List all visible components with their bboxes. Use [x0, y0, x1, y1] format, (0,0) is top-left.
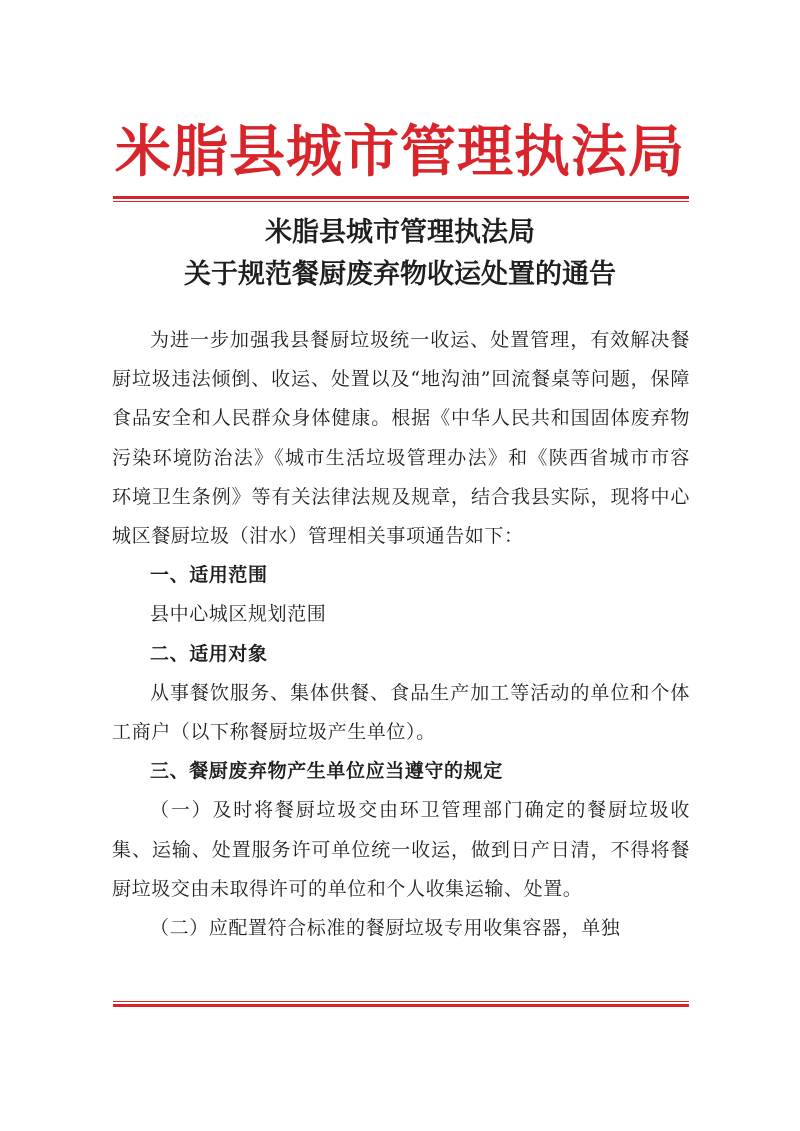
red-divider-thick-line	[113, 1004, 689, 1007]
section-heading-rules: 三、餐厨废弃物产生单位应当遵守的规定	[150, 760, 503, 783]
rule-item-1: （一）及时将餐厨垃圾交由环卫管理部门确定的餐厨垃圾收集、运输、处置服务许可单位统一收运，做到日产日清，不得将餐厨垃圾交由未取得许可的单位和个人收集运输、处置。	[112, 799, 690, 900]
red-divider-thick-line	[113, 196, 689, 199]
rule-item-2: （二）应配置符合标准的餐厨垃圾专用收集容器，单独	[150, 917, 621, 940]
document-title-line-1: 米脂县城市管理执法局	[265, 217, 535, 248]
intro-paragraph: 为进一步加强我县餐厨垃圾统一收运、处置管理，有效解决餐厨垃圾违法倾倒、收运、处置以及“地沟油”回流餐桌等问题，保障食品安全和人民群众身体健康。根据《中华人民共和国固体废弃物污染环境防治法》《城市生活垃圾管理办法》和《陕西省城市市容环境卫生条例》等有关法律法规及规章，结合我县实际，现将中心城区餐厨垃圾（泔水）管理相关事项通告如下：	[112, 329, 690, 548]
red-divider-bottom	[113, 1001, 689, 1007]
red-divider-thin-line	[113, 1001, 689, 1002]
document-body	[112, 321, 690, 948]
red-divider-thin-line	[113, 201, 689, 202]
section-heading-scope: 一、适用范围	[150, 564, 268, 587]
red-divider-top	[113, 196, 689, 202]
section-heading-targets: 二、适用对象	[150, 642, 268, 665]
section-text-targets: 从事餐饮服务、集体供餐、食品生产加工等活动的单位和个体工商户（以下称餐厨垃圾产生单位）。	[112, 681, 690, 744]
masthead: 米脂县城市管理执法局	[115, 119, 685, 185]
document-title-line-2: 关于规范餐厨废弃物收运处置的通告	[184, 259, 616, 290]
section-text-scope: 县中心城区规划范围	[150, 603, 327, 626]
